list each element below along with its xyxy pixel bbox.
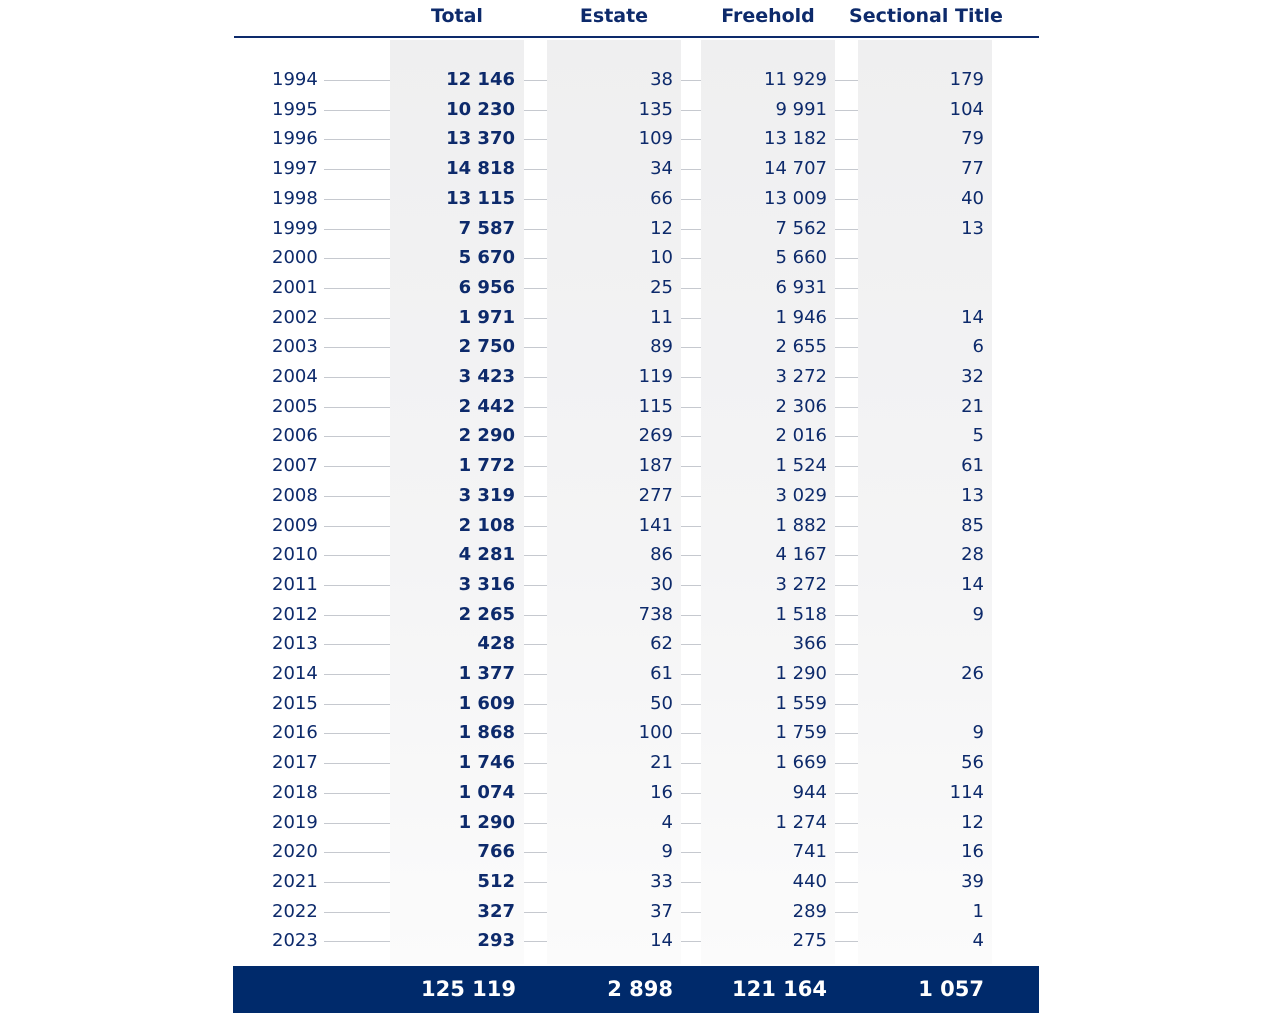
- freehold-value: 1 524: [775, 455, 827, 477]
- freehold-value: 3 029: [775, 484, 827, 506]
- sectional-title-value: 4: [972, 930, 984, 952]
- total-value: 1 971: [458, 306, 515, 328]
- year-label: 2005: [272, 395, 318, 417]
- estate-value: 187: [638, 455, 673, 477]
- sectional-title-value: 21: [961, 395, 984, 417]
- header-total: Total: [431, 5, 483, 27]
- estate-value: 9: [661, 841, 673, 863]
- freehold-value: 13 009: [764, 187, 827, 209]
- year-label: 2018: [272, 781, 318, 803]
- table-row: [0, 689, 1280, 719]
- estate-value: 119: [638, 366, 673, 387]
- freehold-value: 1 882: [775, 514, 827, 536]
- freehold-value: 5 660: [775, 247, 827, 269]
- year-label: 2012: [272, 603, 318, 625]
- total-value: 512: [477, 870, 515, 892]
- estate-value: 30: [650, 573, 673, 595]
- year-label: 2002: [272, 306, 318, 328]
- table-row: [0, 570, 1280, 600]
- freehold-value: 9 991: [775, 98, 827, 120]
- total-value: 1 074: [458, 781, 515, 803]
- table-row: [0, 243, 1280, 273]
- sectional-title-value: 26: [961, 663, 984, 684]
- sectional-title-value: 32: [961, 366, 984, 387]
- total-value: 5 670: [458, 247, 515, 269]
- year-label: 2020: [272, 841, 318, 863]
- sectional-title-value: 14: [961, 573, 984, 595]
- estate-value: 269: [638, 425, 673, 447]
- table-row: [0, 808, 1280, 838]
- freehold-value: 1 290: [775, 663, 827, 684]
- total-value: 10 230: [446, 98, 515, 120]
- freehold-value: 6 931: [775, 276, 827, 298]
- freehold-value: 289: [792, 900, 827, 922]
- estate-value: 34: [650, 158, 673, 180]
- table-row: [0, 600, 1280, 630]
- table-row: [0, 273, 1280, 303]
- total-value: 1 290: [458, 811, 515, 833]
- year-label: 2019: [272, 811, 318, 833]
- estate-value: 61: [650, 663, 673, 684]
- total-value: 3 319: [458, 484, 515, 506]
- estate-value: 12: [650, 217, 673, 239]
- freehold-value: 11 929: [764, 69, 827, 90]
- estate-value: 86: [650, 544, 673, 566]
- year-label: 2015: [272, 692, 318, 714]
- year-label: 2016: [272, 722, 318, 744]
- freehold-value: 275: [792, 930, 827, 952]
- table-row: [0, 748, 1280, 778]
- year-label: 2014: [272, 663, 318, 684]
- freehold-value: 2 306: [775, 395, 827, 417]
- sectional-title-value: 28: [961, 544, 984, 566]
- freehold-value: 14 707: [764, 158, 827, 180]
- sectional-title-value: 13: [961, 217, 984, 239]
- sectional-title-value: 56: [961, 752, 984, 774]
- estate-value: 11: [650, 306, 673, 328]
- estate-value: 141: [638, 514, 673, 536]
- sectional-title-value: 104: [949, 98, 984, 120]
- total-value: 2 290: [458, 425, 515, 447]
- estate-value: 33: [650, 870, 673, 892]
- total-value: 2 108: [458, 514, 515, 536]
- sectional-title-value: 16: [961, 841, 984, 863]
- estate-total: 2 898: [607, 977, 673, 1001]
- year-label: 2001: [272, 276, 318, 298]
- table-row: [0, 511, 1280, 541]
- sectional-title-value: 13: [961, 484, 984, 506]
- total-value: 12 146: [446, 69, 515, 90]
- sectional-title-value: 39: [961, 870, 984, 892]
- total-value: 14 818: [446, 158, 515, 180]
- leader-line: [835, 704, 858, 705]
- table-row: [0, 926, 1280, 956]
- sectional-title-value: 6: [972, 336, 984, 358]
- total-value: 3 316: [458, 573, 515, 595]
- freehold-value: 1 946: [775, 306, 827, 328]
- year-label: 2013: [272, 633, 318, 655]
- estate-value: 135: [638, 98, 673, 120]
- total-value: 13 370: [446, 128, 515, 150]
- totals-bar: [233, 966, 1039, 1013]
- estate-value: 62: [650, 633, 673, 655]
- total-value: 2 750: [458, 336, 515, 358]
- freehold-value: 1 559: [775, 692, 827, 714]
- year-label: 1997: [272, 158, 318, 180]
- year-label: 2004: [272, 366, 318, 387]
- year-label: 2011: [272, 573, 318, 595]
- estate-value: 66: [650, 187, 673, 209]
- table-row: [0, 154, 1280, 184]
- year-label: 1995: [272, 98, 318, 120]
- header-estate: Estate: [579, 5, 649, 27]
- year-label: 1998: [272, 187, 318, 209]
- sectional-title-value: 179: [949, 69, 984, 90]
- total-value: 3 423: [458, 366, 515, 387]
- sectional-title-value: 12: [961, 811, 984, 833]
- year-label: 2009: [272, 514, 318, 536]
- header-freehold: Freehold: [721, 5, 815, 27]
- table-row: [0, 421, 1280, 451]
- total-value: 1 868: [458, 722, 515, 744]
- estate-value: 16: [650, 781, 673, 803]
- estate-value: 10: [650, 247, 673, 269]
- total-value: 428: [477, 633, 515, 655]
- year-label: 1994: [272, 69, 318, 90]
- sectional-title-value: 9: [972, 722, 984, 744]
- table-row: [0, 362, 1280, 392]
- table-row: [0, 540, 1280, 570]
- total-value: 327: [477, 900, 515, 922]
- table-row: [0, 867, 1280, 897]
- total-value: 293: [477, 930, 515, 952]
- freehold-value: 1 518: [775, 603, 827, 625]
- estate-value: 37: [650, 900, 673, 922]
- year-label: 2008: [272, 484, 318, 506]
- leader-line: [835, 258, 858, 259]
- freehold-value: 4 167: [775, 544, 827, 566]
- table-row: [0, 392, 1280, 422]
- total-value: 2 442: [458, 395, 515, 417]
- freehold-value: 2 655: [775, 336, 827, 358]
- table-row: [0, 451, 1280, 481]
- header-sectional-title: Sectional Title: [849, 5, 1003, 27]
- freehold-value: 1 669: [775, 752, 827, 774]
- total-value: 4 281: [458, 544, 515, 566]
- sectional-title-value: 114: [949, 781, 984, 803]
- sectional-title-value: 14: [961, 306, 984, 328]
- freehold-value: 741: [792, 841, 827, 863]
- sectional-title-value: 61: [961, 455, 984, 477]
- freehold-value: 2 016: [775, 425, 827, 447]
- estate-value: 115: [638, 395, 673, 417]
- estate-value: 50: [650, 692, 673, 714]
- total-value: 2 265: [458, 603, 515, 625]
- freehold-value: 1 274: [775, 811, 827, 833]
- year-label: 2003: [272, 336, 318, 358]
- freehold-value: 366: [792, 633, 827, 655]
- estate-value: 109: [638, 128, 673, 150]
- year-label: 1996: [272, 128, 318, 150]
- estate-value: 38: [650, 69, 673, 90]
- total-value: 766: [477, 841, 515, 863]
- freehold-value: 944: [792, 781, 827, 803]
- grand-total: 125 119: [421, 977, 516, 1001]
- leader-line: [835, 644, 858, 645]
- sectional-title-value: 77: [961, 158, 984, 180]
- table-row: [0, 95, 1280, 125]
- year-label: 2023: [272, 930, 318, 952]
- total-value: 1 746: [458, 752, 515, 774]
- freehold-value: 13 182: [764, 128, 827, 150]
- sectional-title-total: 1 057: [918, 977, 984, 1001]
- sectional-title-value: 5: [972, 425, 984, 447]
- total-value: 1 377: [458, 663, 515, 684]
- total-value: 6 956: [458, 276, 515, 298]
- estate-value: 100: [638, 722, 673, 744]
- total-value: 1 609: [458, 692, 515, 714]
- estate-value: 89: [650, 336, 673, 358]
- estate-value: 738: [638, 603, 673, 625]
- total-value: 7 587: [458, 217, 515, 239]
- table-row: [0, 124, 1280, 154]
- sectional-title-value: 85: [961, 514, 984, 536]
- table-row: [0, 629, 1280, 659]
- freehold-value: 3 272: [775, 573, 827, 595]
- year-label: 2007: [272, 455, 318, 477]
- freehold-value: 440: [792, 870, 827, 892]
- sectional-title-value: 79: [961, 128, 984, 150]
- year-label: 2022: [272, 900, 318, 922]
- total-value: 13 115: [446, 187, 515, 209]
- table-row: [0, 65, 1280, 95]
- table-row: [0, 481, 1280, 511]
- sectional-title-value: 9: [972, 603, 984, 625]
- header-rule: [234, 36, 1039, 38]
- freehold-value: 3 272: [775, 366, 827, 387]
- table-row: [0, 778, 1280, 808]
- table-row: [0, 184, 1280, 214]
- estate-value: 21: [650, 752, 673, 774]
- sectional-title-value: 1: [972, 900, 984, 922]
- table-row: [0, 718, 1280, 748]
- total-value: 1 772: [458, 455, 515, 477]
- year-label: 2017: [272, 752, 318, 774]
- year-label: 2010: [272, 544, 318, 566]
- table-row: [0, 303, 1280, 333]
- table-row: [0, 837, 1280, 867]
- table-row: [0, 659, 1280, 689]
- table-row: [0, 332, 1280, 362]
- estate-value: 277: [638, 484, 673, 506]
- estate-value: 25: [650, 276, 673, 298]
- table-row: [0, 897, 1280, 927]
- estate-value: 4: [661, 811, 673, 833]
- table-row: [0, 214, 1280, 244]
- year-label: 1999: [272, 217, 318, 239]
- freehold-total: 121 164: [732, 977, 827, 1001]
- leader-line: [835, 288, 858, 289]
- year-label: 2006: [272, 425, 318, 447]
- estate-value: 14: [650, 930, 673, 952]
- year-label: 2000: [272, 247, 318, 269]
- freehold-value: 7 562: [775, 217, 827, 239]
- freehold-value: 1 759: [775, 722, 827, 744]
- year-label: 2021: [272, 870, 318, 892]
- sectional-title-value: 40: [961, 187, 984, 209]
